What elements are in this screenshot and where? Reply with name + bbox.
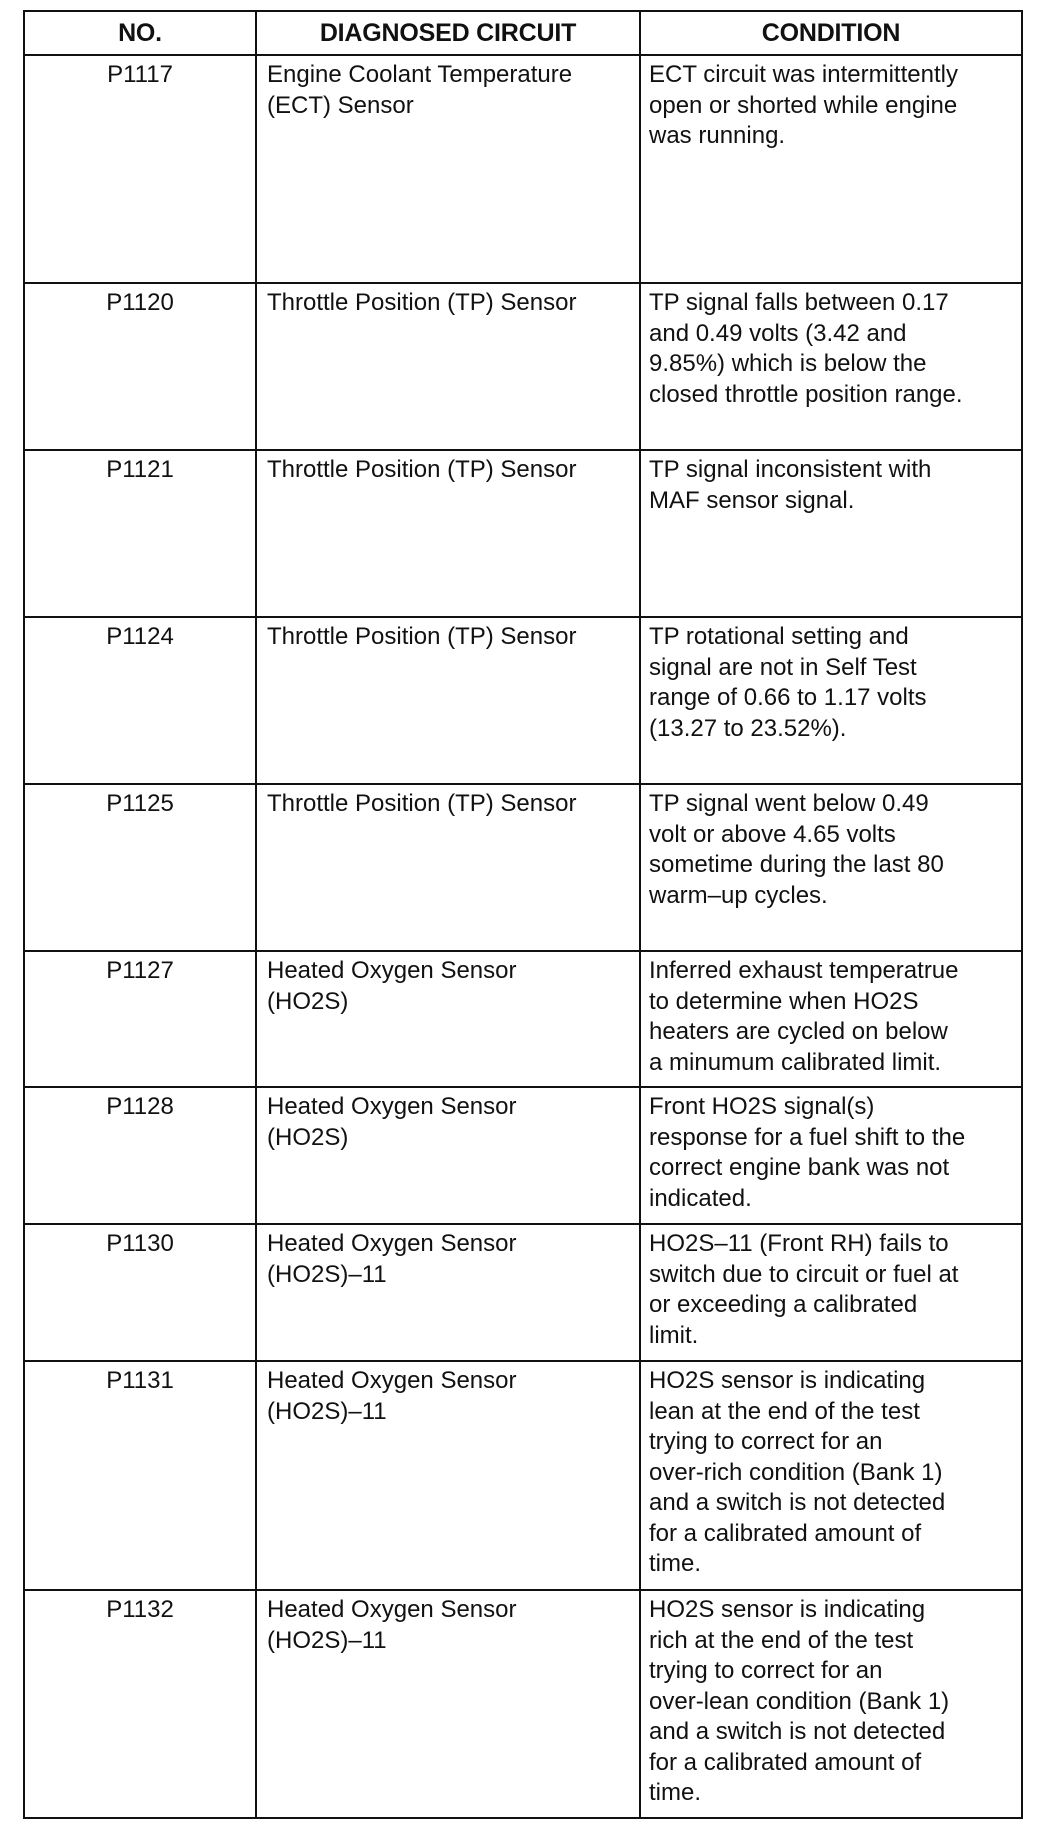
condition-cell: TP signal went below 0.49 volt or above 4.65 volts sometime during the last 80 warm–up cycles. bbox=[640, 784, 1022, 951]
header-condition: CONDITION bbox=[640, 11, 1022, 55]
table-row bbox=[24, 450, 1022, 617]
code-cell: P1124 bbox=[24, 617, 256, 784]
header-no: NO. bbox=[24, 11, 256, 55]
condition-cell: Inferred exhaust temperatrue to determine when HO2S heaters are cycled on below a minumum calibrated limit. bbox=[640, 951, 1022, 1087]
code-cell: P1130 bbox=[24, 1224, 256, 1361]
table-row bbox=[24, 784, 1022, 951]
table-row bbox=[24, 1590, 1022, 1818]
code-cell: P1131 bbox=[24, 1361, 256, 1590]
table-row bbox=[24, 1087, 1022, 1224]
code-cell: P1120 bbox=[24, 283, 256, 450]
table-body bbox=[24, 55, 1022, 1818]
circuit-cell: Engine Coolant Temperature (ECT) Sensor bbox=[256, 55, 640, 283]
code-cell: P1117 bbox=[24, 55, 256, 283]
circuit-cell: Heated Oxygen Sensor (HO2S)–11 bbox=[256, 1590, 640, 1818]
header-row bbox=[24, 11, 1022, 55]
circuit-cell: Heated Oxygen Sensor (HO2S) bbox=[256, 951, 640, 1087]
table-header bbox=[24, 11, 1022, 55]
code-cell: P1125 bbox=[24, 784, 256, 951]
code-cell: P1128 bbox=[24, 1087, 256, 1224]
table-row bbox=[24, 283, 1022, 450]
table-row bbox=[24, 1361, 1022, 1590]
diagnostic-code-table bbox=[23, 10, 1023, 1819]
code-cell: P1121 bbox=[24, 450, 256, 617]
circuit-cell: Heated Oxygen Sensor (HO2S)–11 bbox=[256, 1361, 640, 1590]
condition-cell: TP signal inconsistent with MAF sensor signal. bbox=[640, 450, 1022, 617]
table-row bbox=[24, 617, 1022, 784]
code-cell: P1132 bbox=[24, 1590, 256, 1818]
condition-cell: TP rotational setting and signal are not in Self Test range of 0.66 to 1.17 volts (13.27 to 23.52%). bbox=[640, 617, 1022, 784]
table-row bbox=[24, 55, 1022, 283]
condition-cell: HO2S sensor is indicating rich at the end of the test trying to correct for an over-lean condition (Bank 1) and a switch is not detected for a calibrated amount of time. bbox=[640, 1590, 1022, 1818]
condition-cell: HO2S sensor is indicating lean at the end of the test trying to correct for an over-rich condition (Bank 1) and a switch is not detected for a calibrated amount of time. bbox=[640, 1361, 1022, 1590]
circuit-cell: Throttle Position (TP) Sensor bbox=[256, 784, 640, 951]
circuit-cell: Heated Oxygen Sensor (HO2S) bbox=[256, 1087, 640, 1224]
table-row bbox=[24, 951, 1022, 1087]
circuit-cell: Throttle Position (TP) Sensor bbox=[256, 450, 640, 617]
circuit-cell: Throttle Position (TP) Sensor bbox=[256, 283, 640, 450]
condition-cell: ECT circuit was intermittently open or shorted while engine was running. bbox=[640, 55, 1022, 283]
table-row bbox=[24, 1224, 1022, 1361]
condition-cell: Front HO2S signal(s) response for a fuel shift to the correct engine bank was not indicated. bbox=[640, 1087, 1022, 1224]
condition-cell: HO2S–11 (Front RH) fails to switch due to circuit or fuel at or exceeding a calibrated limit. bbox=[640, 1224, 1022, 1361]
header-diagnosed-circuit: DIAGNOSED CIRCUIT bbox=[256, 11, 640, 55]
code-cell: P1127 bbox=[24, 951, 256, 1087]
circuit-cell: Heated Oxygen Sensor (HO2S)–11 bbox=[256, 1224, 640, 1361]
circuit-cell: Throttle Position (TP) Sensor bbox=[256, 617, 640, 784]
condition-cell: TP signal falls between 0.17 and 0.49 volts (3.42 and 9.85%) which is below the closed throttle position range. bbox=[640, 283, 1022, 450]
